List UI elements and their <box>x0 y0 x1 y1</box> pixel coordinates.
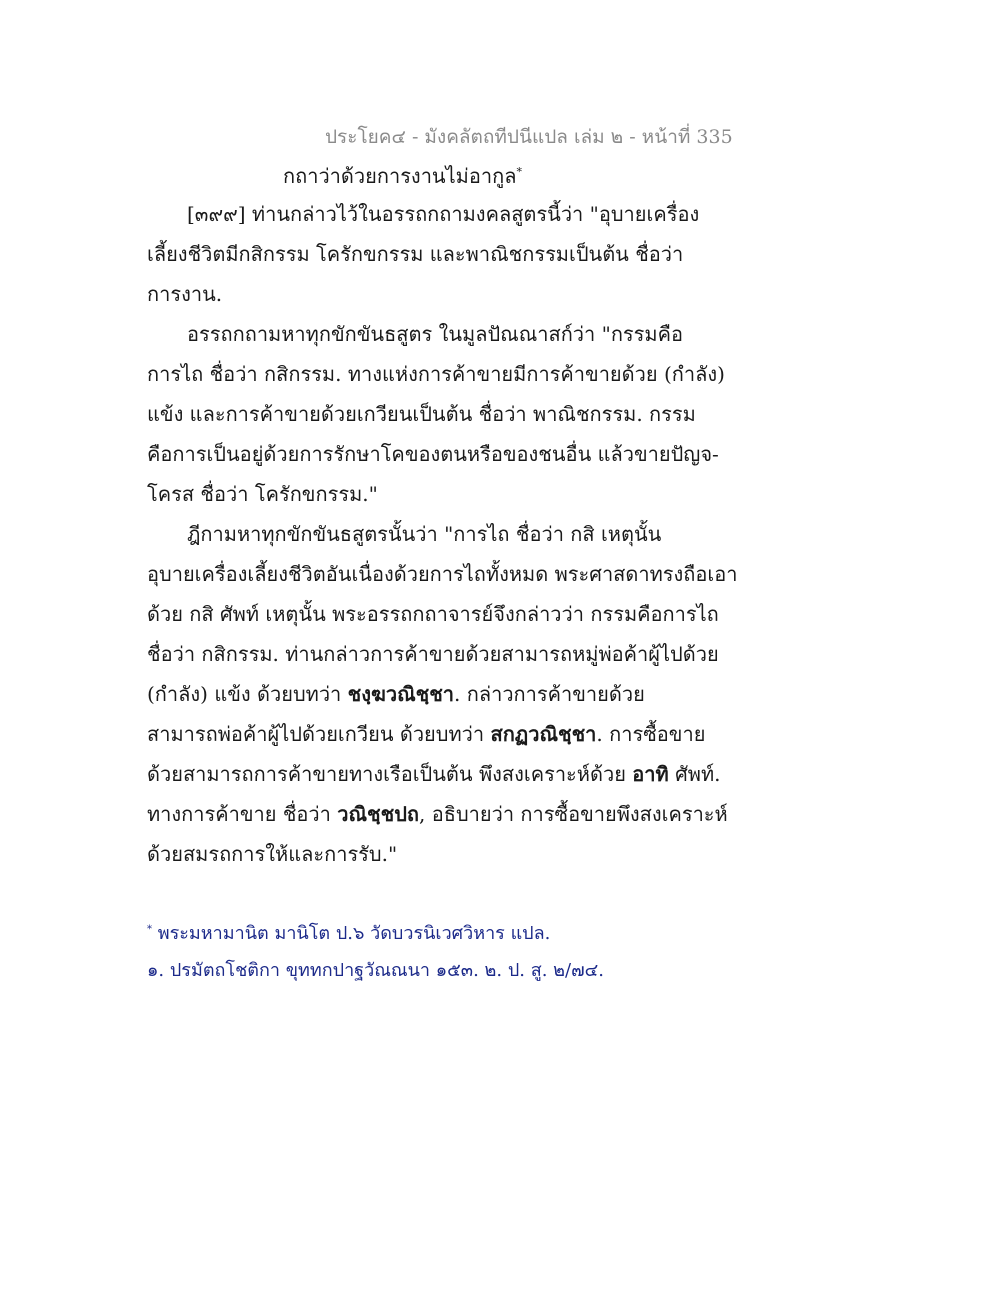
footnote-reference: ๑. ปรมัตถโชติกา ขุททกปาฐวัณณนา ๑๕๓. ๒. ป. สู. ๒/๗๔. <box>147 960 604 981</box>
body-line-16 <box>147 802 728 826</box>
pali-term-vanijjapatha: วณิชฺชปถ <box>337 802 420 826</box>
body-line-16-text: ทางการค้าขาย ชื่อว่า <box>147 802 338 826</box>
footnote-translator <box>147 918 550 947</box>
body-line-1: [๓๙๙] ท่านกล่าวไว้ในอรรถกถามงคลสูตรนี้ว่า "อุบายเครื่อง <box>187 202 700 226</box>
pali-term-sakatavanijja: สกฏวณิชฺชา <box>490 722 597 746</box>
body-line-6: แข้ง และการค้าขายด้วยเกวียนเป็นต้น ชื่อว่า พาณิชกรรม. กรรม <box>147 402 696 426</box>
body-line-5: การไถ ชื่อว่า กสิกรรม. ทางแห่งการค้าขายมีการค้าขายด้วย (กำลัง) <box>147 362 725 386</box>
body-line-2: เลี้ยงชีวิตมีกสิกรรม โครักขกรรม และพาณิชกรรมเป็นต้น ชื่อว่า <box>147 242 684 266</box>
body-line-11: ด้วย กสิ ศัพท์ เหตุนั้น พระอรรถกถาจารย์จึงกล่าวว่า กรรมคือการไถ <box>147 602 719 626</box>
pali-term-adi: อาทิ <box>632 762 669 786</box>
body-line-13-text: (กำลัง) แข้ง ด้วยบทว่า <box>147 682 348 706</box>
body-line-14-text: สามารถพ่อค้าผู้ไปด้วยเกวียน ด้วยบทว่า <box>147 722 491 746</box>
footnote-mark: * <box>147 924 152 935</box>
body-line-14 <box>147 722 705 746</box>
body-line-15-text: ด้วยสามารถการค้าขายทางเรือเป็นต้น พึงสงเคราะห์ด้วย <box>147 762 633 786</box>
body-line-4: อรรถกถามหาทุกขักขันธสูตร ในมูลปัณณาสก์ว่า "กรรมคือ <box>187 322 683 346</box>
body-line-10: อุบายเครื่องเลี้ยงชีวิตอันเนื่องด้วยการไถทั้งหมด พระศาสดาทรงถือเอา <box>147 562 738 586</box>
body-line-16-tail: , อธิบายว่า การซื้อขายพึงสงเคราะห์ <box>419 802 728 826</box>
pali-term-janghavanijja: ชงฺฆวณิชฺชา <box>347 682 455 706</box>
section-title-text: กถาว่าด้วยการงานไม่อากูล <box>283 164 517 188</box>
body-line-12: ชื่อว่า กสิกรรม. ท่านกล่าวการค้าขายด้วยสามารถหมู่พ่อค้าผู้ไปด้วย <box>147 642 719 666</box>
body-line-14-tail: . การซื้อขาย <box>596 722 706 746</box>
body-line-17: ด้วยสมรถการให้และการรับ." <box>147 842 398 866</box>
body-line-7: คือการเป็นอยู่ด้วยการรักษาโคของตนหรือของชนอื่น แล้วขายปัญจ- <box>147 442 719 466</box>
section-title-footnote-mark: * <box>516 165 522 179</box>
body-line-8: โครส ชื่อว่า โครักขกรรม." <box>147 482 378 506</box>
body-line-3: การงาน. <box>147 282 223 306</box>
body-line-15-tail: ศัพท์. <box>668 762 721 786</box>
body-line-13-tail: . กล่าวการค้าขายด้วย <box>454 682 645 706</box>
body-line-13 <box>147 682 645 706</box>
section-title <box>283 160 522 192</box>
body-line-15 <box>147 762 721 786</box>
running-header: ประโยค๔ - มังคลัตถทีปนีแปล เล่ม ๒ - หน้าที่ 335 <box>325 126 733 148</box>
body-line-9: ฎีกามหาทุกขักขันธสูตรนั้นว่า "การไถ ชื่อว่า กสิ เหตุนั้น <box>187 522 662 546</box>
footnote-translator-text: พระมหามานิต มานิโต ป.๖ วัดบวรนิเวศวิหาร แปล. <box>157 923 551 944</box>
